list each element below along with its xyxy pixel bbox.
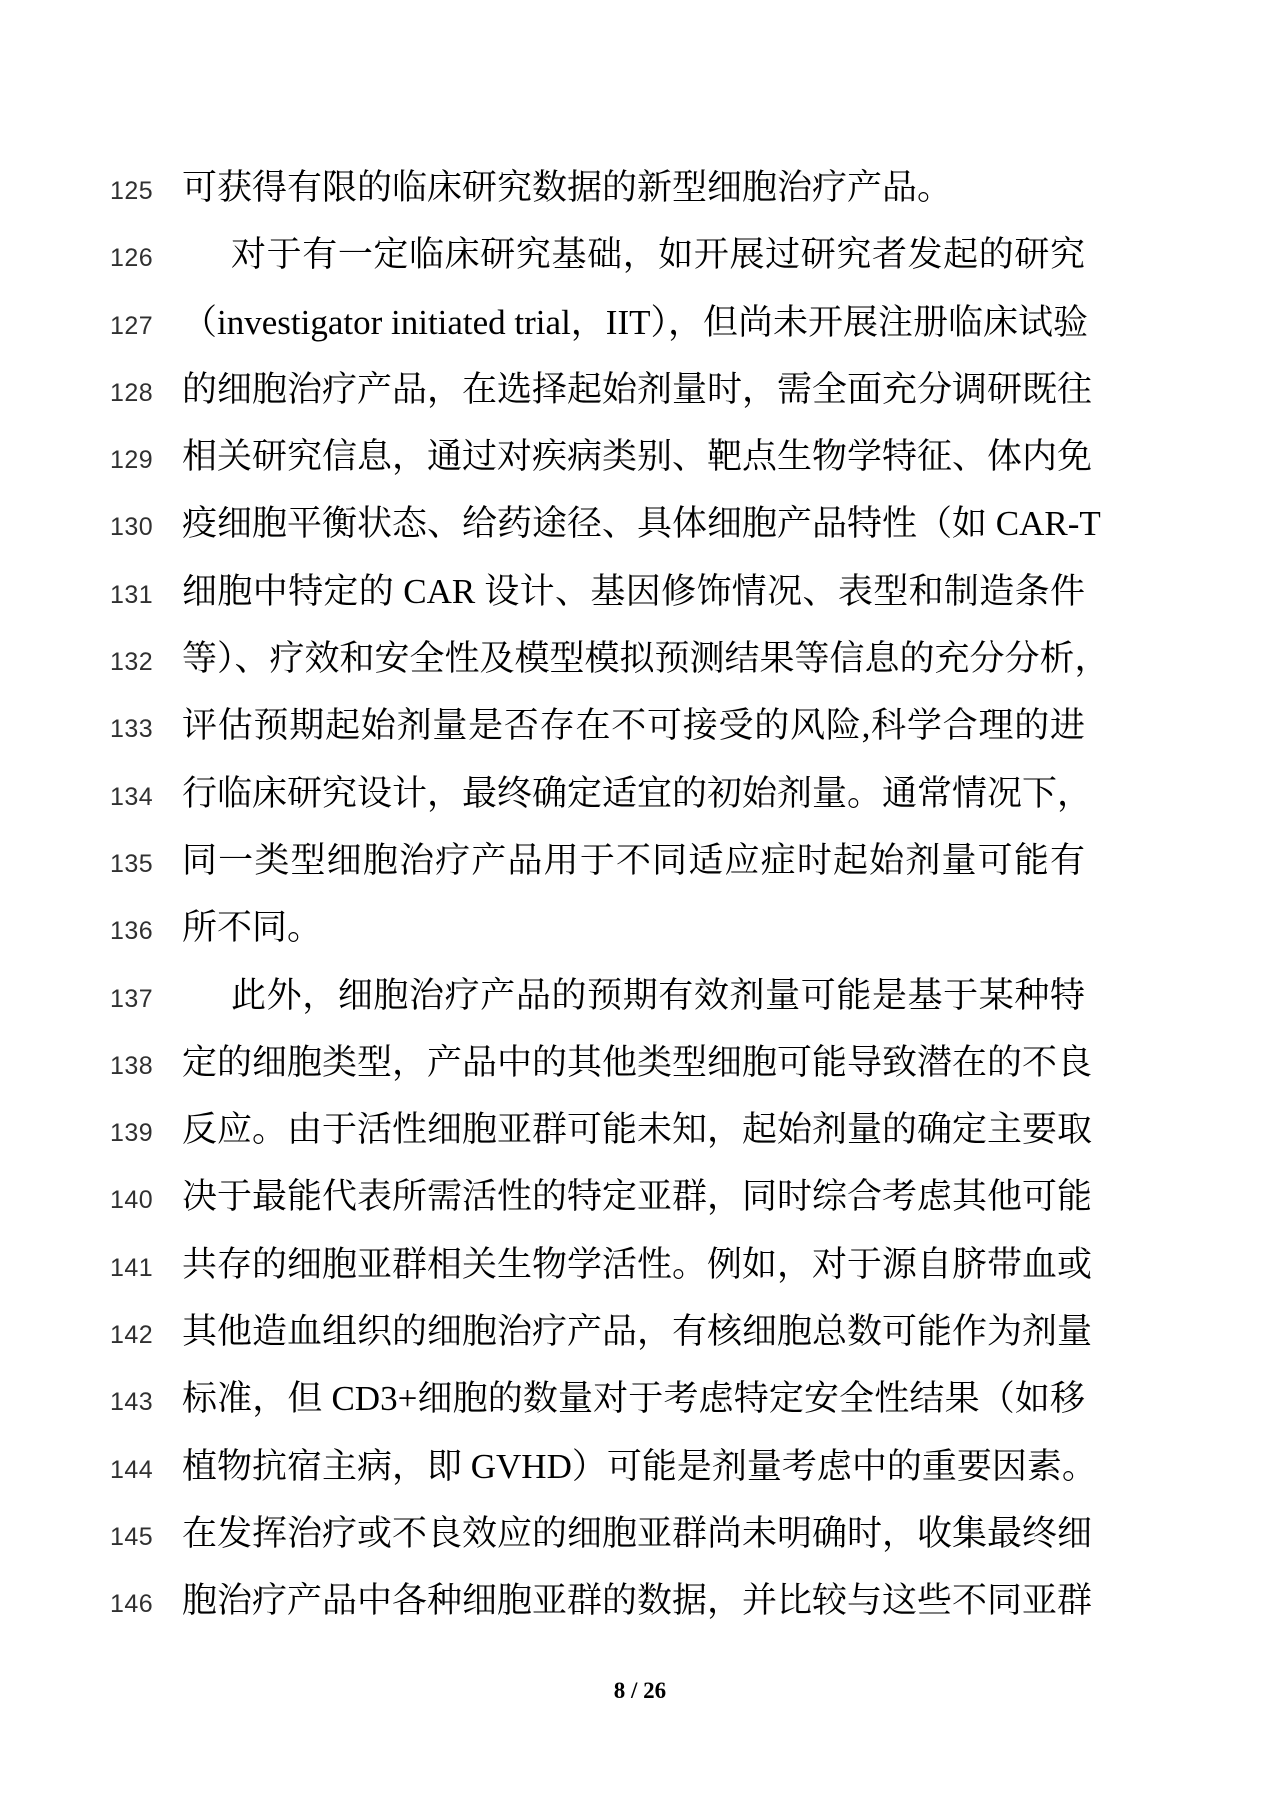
line-text: 共存的细胞亚群相关生物学活性。例如，对于源自脐带血或 <box>182 1244 1093 1284</box>
line-number: 135 <box>110 849 154 878</box>
line-text: 标准，但 CD3+细胞的数量对于考虑特定安全性结果（如移 <box>182 1379 1085 1419</box>
document-line <box>0 490 1101 557</box>
document-line <box>0 962 1085 1029</box>
document-line <box>0 1029 1093 1096</box>
line-text: 反应。由于活性细胞亚群可能未知，起始剂量的确定主要取 <box>182 1110 1093 1150</box>
line-number: 138 <box>110 1051 154 1080</box>
line-number: 133 <box>110 715 154 744</box>
line-number: 139 <box>110 1119 154 1148</box>
line-number: 141 <box>110 1253 154 1282</box>
line-number: 146 <box>110 1590 154 1619</box>
document-line <box>0 1365 1085 1432</box>
line-text: 植物抗宿主病，即 GVHD）可能是剂量考虑中的重要因素。 <box>182 1446 1097 1486</box>
document-line <box>0 625 1110 692</box>
line-number: 136 <box>110 917 154 946</box>
document-line <box>0 1231 1093 1298</box>
document-line <box>0 1567 1093 1634</box>
document-line <box>0 1433 1097 1500</box>
line-number: 132 <box>110 648 154 677</box>
document-line <box>0 894 1085 961</box>
line-number: 126 <box>110 244 154 273</box>
document-line <box>0 558 1085 625</box>
line-text: 定的细胞类型，产品中的其他类型细胞可能导致潜在的不良 <box>182 1042 1093 1082</box>
line-text: 此外，细胞治疗产品的预期有效剂量可能是基于某种特 <box>231 975 1085 1015</box>
line-text: 对于有一定临床研究基础，如开展过研究者发起的研究 <box>231 235 1085 275</box>
line-number: 140 <box>110 1186 154 1215</box>
line-text: 其他造血组织的细胞治疗产品，有核细胞总数可能作为剂量 <box>182 1312 1093 1352</box>
document-line <box>0 827 1085 894</box>
document-line <box>0 356 1093 423</box>
document-line <box>0 760 1093 827</box>
line-text: 等）、疗效和安全性及模型模拟预测结果等信息的充分分析， <box>182 639 1110 679</box>
line-number: 129 <box>110 446 154 475</box>
line-number: 131 <box>110 580 154 609</box>
document-line <box>0 154 1085 221</box>
line-text: 同一类型细胞治疗产品用于不同适应症时起始剂量可能有 <box>182 840 1085 880</box>
document-line <box>0 221 1085 288</box>
line-text: （investigator initiated trial，IIT），但尚未开展注册临床试验 <box>182 302 1088 342</box>
line-number: 137 <box>110 984 154 1013</box>
line-number: 130 <box>110 513 154 542</box>
page-footer <box>0 1676 1280 1709</box>
document-line <box>0 423 1093 490</box>
line-text: 疫细胞平衡状态、给药途径、具体细胞产品特性（如 CAR-T <box>182 504 1101 544</box>
line-number: 134 <box>110 782 154 811</box>
line-text: 评估预期起始剂量是否存在不可接受的风险,科学合理的进 <box>182 706 1085 746</box>
line-text: 胞治疗产品中各种细胞亚群的数据，并比较与这些不同亚群 <box>182 1581 1093 1621</box>
line-number: 125 <box>110 177 154 205</box>
line-text: 所不同。 <box>182 908 323 948</box>
line-text: 行临床研究设计，最终确定适宜的初始剂量。通常情况下， <box>182 773 1093 813</box>
line-text: 可获得有限的临床研究数据的新型细胞治疗产品。 <box>182 168 953 207</box>
line-number: 143 <box>110 1388 154 1417</box>
line-text: 相关研究信息，通过对疾病类别、靶点生物学特征、体内免 <box>182 437 1093 477</box>
document-line <box>0 1500 1093 1567</box>
line-number: 142 <box>110 1321 154 1350</box>
document-line <box>0 1096 1093 1163</box>
page-number: 8 / 26 <box>613 1678 667 1703</box>
line-number: 127 <box>110 311 154 340</box>
line-text: 在发挥治疗或不良效应的细胞亚群尚未明确时，收集最终细 <box>182 1513 1093 1553</box>
line-text: 的细胞治疗产品，在选择起始剂量时，需全面充分调研既往 <box>182 369 1093 409</box>
line-text: 细胞中特定的 CAR 设计、基因修饰情况、表型和制造条件 <box>182 571 1085 611</box>
document-line <box>0 289 1088 356</box>
line-number: 128 <box>110 378 154 407</box>
text-body <box>0 154 1110 1635</box>
document-line <box>0 692 1085 759</box>
line-number: 144 <box>110 1455 154 1484</box>
line-number: 145 <box>110 1522 154 1551</box>
document-line <box>0 1298 1093 1365</box>
document-line <box>0 1163 1093 1230</box>
line-text: 决于最能代表所需活性的特定亚群，同时综合考虑其他可能 <box>182 1177 1093 1217</box>
